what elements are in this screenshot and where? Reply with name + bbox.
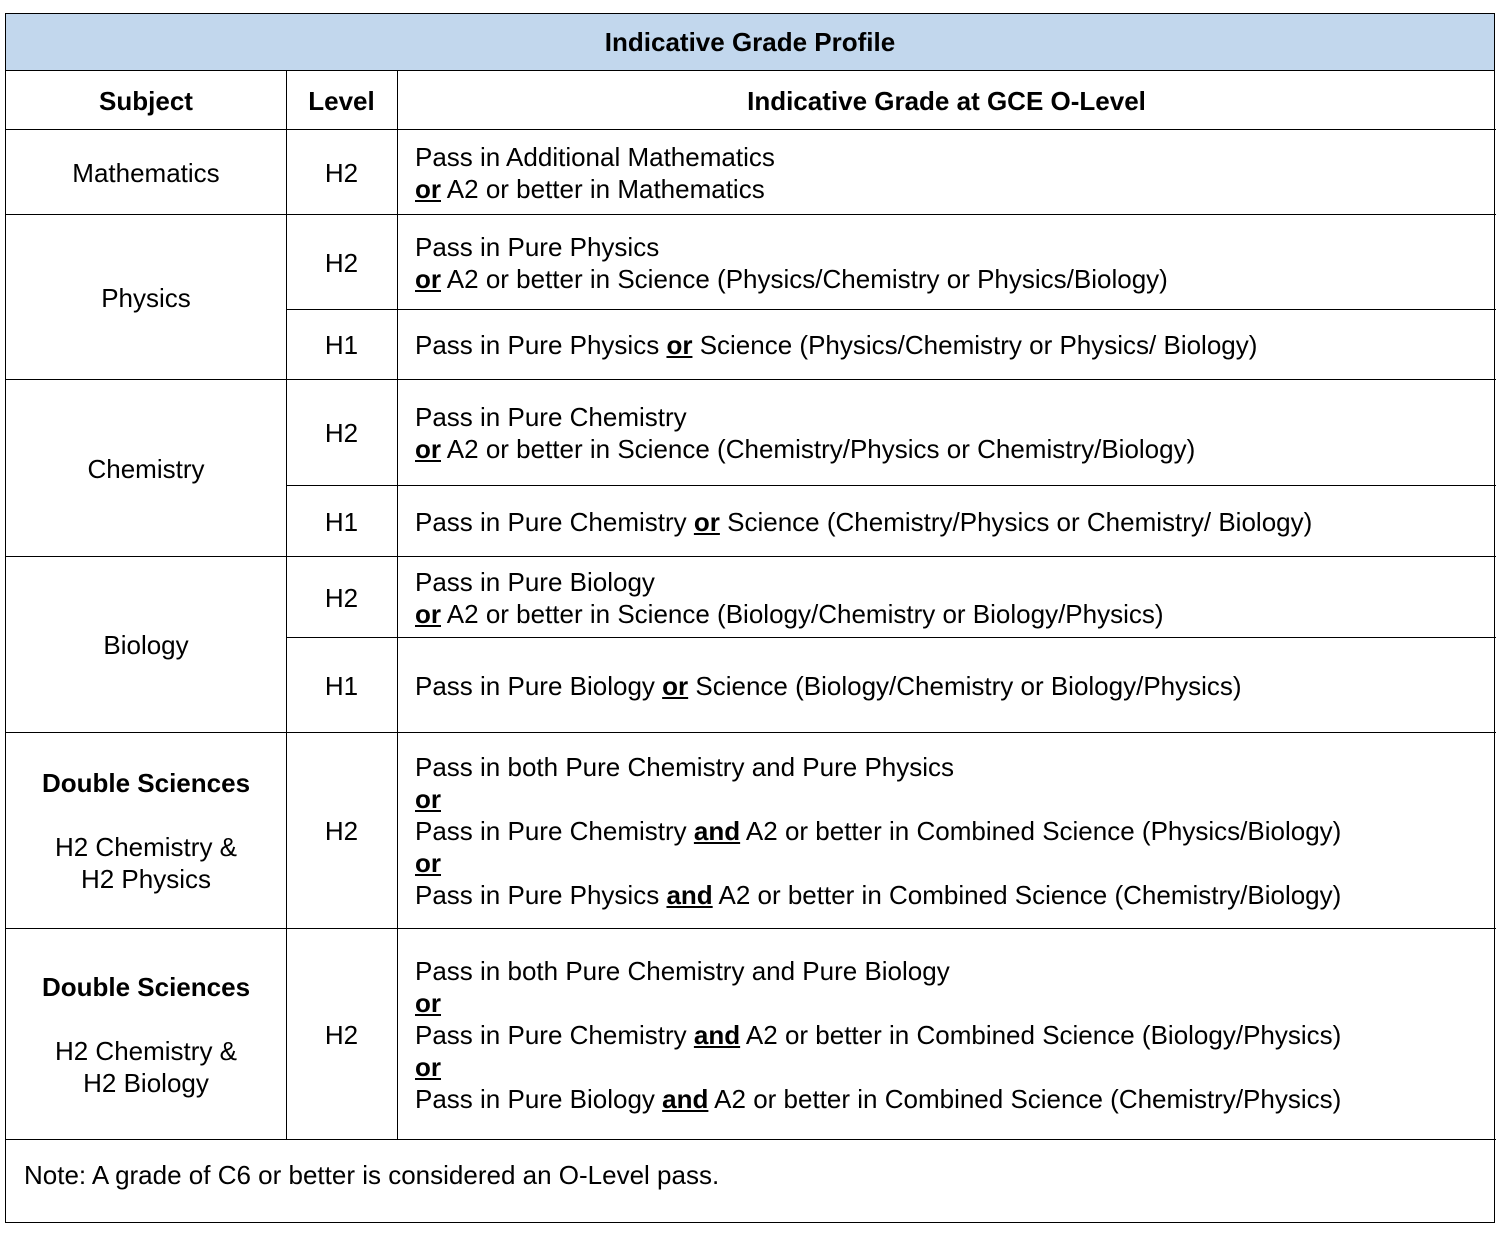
grade-double-chem-phys xyxy=(415,733,1485,929)
grade-line: Pass in Pure Physics or Science (Physics/Chemistry or Physics/ Biology) xyxy=(415,330,1258,360)
level-chemistry-h1: H1 xyxy=(324,506,359,537)
row-divider xyxy=(6,928,1496,929)
grade-physics-h2 xyxy=(415,215,1485,310)
grade-line: Pass in both Pure Chemistry and Pure Biology xyxy=(415,955,950,986)
and-keyword: and xyxy=(666,880,713,910)
grade-profile-table xyxy=(5,13,1495,1223)
header-divider xyxy=(6,129,1496,130)
grade-mathematics-h2 xyxy=(415,130,1485,215)
level-double-chem-phys: H2 xyxy=(324,816,359,846)
or-keyword: or xyxy=(666,330,693,360)
level-double-chem-bio: H2 xyxy=(324,1019,359,1050)
row-divider xyxy=(6,379,1496,380)
or-keyword: or xyxy=(415,598,441,629)
row-divider xyxy=(6,556,1496,557)
grade-line xyxy=(415,1051,1485,1083)
header-subject: Subject xyxy=(99,85,193,116)
grade-chemistry-h2 xyxy=(415,380,1485,486)
row-divider xyxy=(286,485,1496,486)
row-divider xyxy=(286,637,1496,638)
or-keyword: or xyxy=(415,263,441,294)
column-divider xyxy=(286,71,287,1140)
double-sciences-sub1: H2 Chemistry & xyxy=(54,1035,238,1066)
level-chemistry-h2: H2 xyxy=(324,418,359,448)
grade-line: or A2 or better in Science (Biology/Chemistry or Biology/Physics) xyxy=(415,598,1164,629)
subject-chemistry: Chemistry xyxy=(87,453,205,484)
grade-line: Pass in Pure Physics xyxy=(415,231,660,262)
grade-line: or A2 or better in Mathematics xyxy=(415,173,765,204)
level-physics-h1: H1 xyxy=(324,330,359,360)
grade-line: Pass in both Pure Chemistry and Pure Physics xyxy=(415,752,955,782)
header-grade: Indicative Grade at GCE O-Level xyxy=(747,85,1146,116)
row-divider xyxy=(286,309,1496,310)
row-divider xyxy=(6,214,1496,215)
grade-line: Pass in Pure Biology and A2 or better in Combined Science (Chemistry/Physics) xyxy=(415,1083,1342,1114)
subject-biology: Biology xyxy=(103,630,189,660)
footnote: Note: A grade of C6 or better is considered an O-Level pass. xyxy=(24,1159,720,1190)
and-keyword: and xyxy=(662,1083,709,1114)
double-sciences-sub1: H2 Chemistry & xyxy=(54,832,238,862)
or-keyword: or xyxy=(415,987,441,1018)
grade-line: or A2 or better in Science (Chemistry/Physics or Chemistry/Biology) xyxy=(415,434,1196,464)
or-keyword: or xyxy=(693,506,720,537)
grade-double-chem-bio xyxy=(415,929,1485,1140)
table-title: Indicative Grade Profile xyxy=(6,14,1494,71)
grade-biology-h2 xyxy=(415,557,1485,638)
or-keyword: or xyxy=(662,670,689,701)
grade-line xyxy=(415,783,1485,815)
level-biology-h2: H2 xyxy=(324,582,359,613)
subject-mathematics: Mathematics xyxy=(72,157,220,188)
double-sciences-title: Double Sciences xyxy=(41,768,251,798)
level-biology-h1: H1 xyxy=(324,670,359,701)
level-mathematics-h2: H2 xyxy=(324,157,359,188)
header-level: Level xyxy=(308,85,375,116)
grade-line xyxy=(415,987,1485,1019)
row-divider xyxy=(6,732,1496,733)
subject-double-chem-phys xyxy=(6,733,286,929)
and-keyword: and xyxy=(693,1019,741,1050)
grade-line: Pass in Pure Chemistry or Science (Chemistry/Physics or Chemistry/ Biology) xyxy=(415,506,1313,537)
grade-line: Pass in Pure Chemistry xyxy=(415,402,687,432)
subject-physics: Physics xyxy=(101,282,191,313)
grade-line: Pass in Pure Biology xyxy=(415,566,655,597)
or-keyword: or xyxy=(415,173,441,204)
grade-chemistry-h1 xyxy=(415,486,1485,557)
or-keyword: or xyxy=(415,1051,441,1082)
grade-line: Pass in Pure Chemistry and A2 or better in Combined Science (Physics/Biology) xyxy=(415,816,1342,846)
and-keyword: and xyxy=(693,816,741,846)
grade-physics-h1 xyxy=(415,310,1485,380)
or-keyword: or xyxy=(415,848,441,878)
grade-biology-h1 xyxy=(415,638,1485,733)
double-sciences-sub2: H2 Physics xyxy=(80,864,212,894)
double-sciences-title: Double Sciences xyxy=(41,971,251,1002)
grade-line: Pass in Additional Mathematics xyxy=(415,141,775,172)
grade-line: Pass in Pure Biology or Science (Biology/Chemistry or Biology/Physics) xyxy=(415,670,1242,701)
grade-line: or A2 or better in Science (Physics/Chemistry or Physics/Biology) xyxy=(415,263,1168,294)
column-divider xyxy=(397,71,398,1140)
or-keyword: or xyxy=(415,434,441,464)
double-sciences-sub2: H2 Biology xyxy=(83,1067,209,1098)
level-physics-h2: H2 xyxy=(324,247,359,278)
grade-line: Pass in Pure Chemistry and A2 or better in Combined Science (Biology/Physics) xyxy=(415,1019,1342,1050)
subject-double-chem-bio xyxy=(6,929,286,1140)
or-keyword: or xyxy=(415,784,441,814)
grade-line: Pass in Pure Physics and A2 or better in Combined Science (Chemistry/Biology) xyxy=(415,880,1342,910)
grade-line xyxy=(415,847,1485,879)
